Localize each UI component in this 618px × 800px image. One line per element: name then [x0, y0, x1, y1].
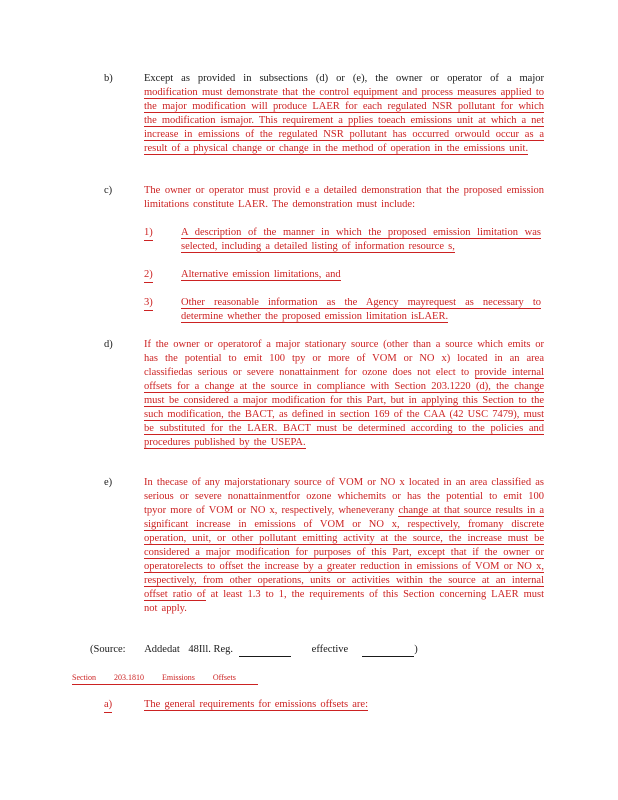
plain-text: at least 1.3 to 1, the requirements of this Section concerning LAER must not apply.	[144, 589, 544, 614]
paragraph-label: e)	[104, 477, 113, 488]
source-note	[90, 643, 424, 657]
paragraph-label: c)	[104, 185, 113, 196]
paragraph-text	[144, 338, 544, 450]
inserted-text: The general requirements for emissions offsets are:	[144, 699, 368, 710]
paragraph-text: The owner or operator must provid e a detailed demonstration that the proposed emission limitations constitute LAER. The demonstration must include:	[144, 185, 544, 210]
source-effective: effective	[311, 644, 349, 655]
subparagraph-text	[181, 226, 541, 254]
plain-text: If the owner or operatorof a major stationary source (other than a source which emits or has the potential to emit 100 tpy or more of VOM or NO x) located in an area classifiedas serious or severe nonattainment for ozone does not elect to	[144, 339, 544, 378]
inserted-text: A description of the manner in which the proposed emission limitation was selected, including a detailed listing of information resource s,	[181, 227, 541, 252]
inserted-text: provide internal offsets for a change at the source in compliance with Section 203.1220 (d), the change must be considered a major modification for this Part, but in applying this Section to the such modification, the BACT, as defined in section 169 of the CAA (42 USC 7479), must be substituted for the LAER. BACT must be determined according to the policies and procedures published by the USEPA.	[144, 367, 545, 448]
subparagraph-label: 3)	[144, 296, 153, 311]
blank-line	[239, 644, 291, 657]
paragraph-text	[144, 476, 544, 616]
inserted-text: Other reasonable information as the Agency mayrequest as necessary to determine whether the proposed emission limitation isLAER.	[181, 297, 541, 322]
source-reg: 48Ill. Reg.	[188, 644, 234, 655]
source-close: )	[414, 644, 418, 655]
source-added: Addedat	[144, 644, 180, 655]
paragraph-text	[144, 72, 544, 156]
paragraph-label: b)	[104, 73, 113, 84]
plain-text: Except as provided in subsections (d) or (e), the owner or operator of a major	[144, 73, 544, 84]
source-open: (Source:	[90, 644, 126, 655]
subparagraph-text	[181, 296, 541, 324]
inserted-text: modification must demonstrate that the control equipment and process measures applied to the major modification will produce LAER for each regulated NSR pollutant for which the modification ismajor. This requirement a pplies toeach emissions unit at which a net increase in emissions of the regulated NSR pollutant has occurred orwould occur as a result of a physical change or change in the method of operation in the emissions unit.	[144, 87, 544, 154]
subparagraph-label: 1)	[144, 226, 153, 241]
inserted-text: change at that source results in a significant increase in emissions of VOM or NO x, respectively, fromany discrete operation, unit, or other pollutant emitting activity at the source, the increase must be considered a major modification for purposes of this Part, except that if the owner or operatorelects to offset the increase by a greater reduction in emissions of VOM or NO x, respectively, from other operations, units or activities within the source at an internal offset ratio of	[144, 505, 544, 600]
paragraph-label: a)	[104, 698, 112, 713]
section-heading: Section 203.1810 Emissions Offsets	[72, 672, 258, 685]
paragraph-text	[144, 698, 544, 712]
subparagraph-text	[181, 268, 541, 282]
paragraph-label: d)	[104, 339, 113, 350]
blank-line	[362, 644, 414, 657]
inserted-text: Alternative emission limitations, and	[181, 269, 341, 280]
plain-text: In thecase of any majorstationary source of VOM or NO x located in an area classified as serious or severe nonattainmentfor ozone whichemits or has the potential to emit 100 tpyor more of VOM or NO x, respectively, wheneverany	[144, 477, 544, 516]
subparagraph-label: 2)	[144, 268, 153, 283]
